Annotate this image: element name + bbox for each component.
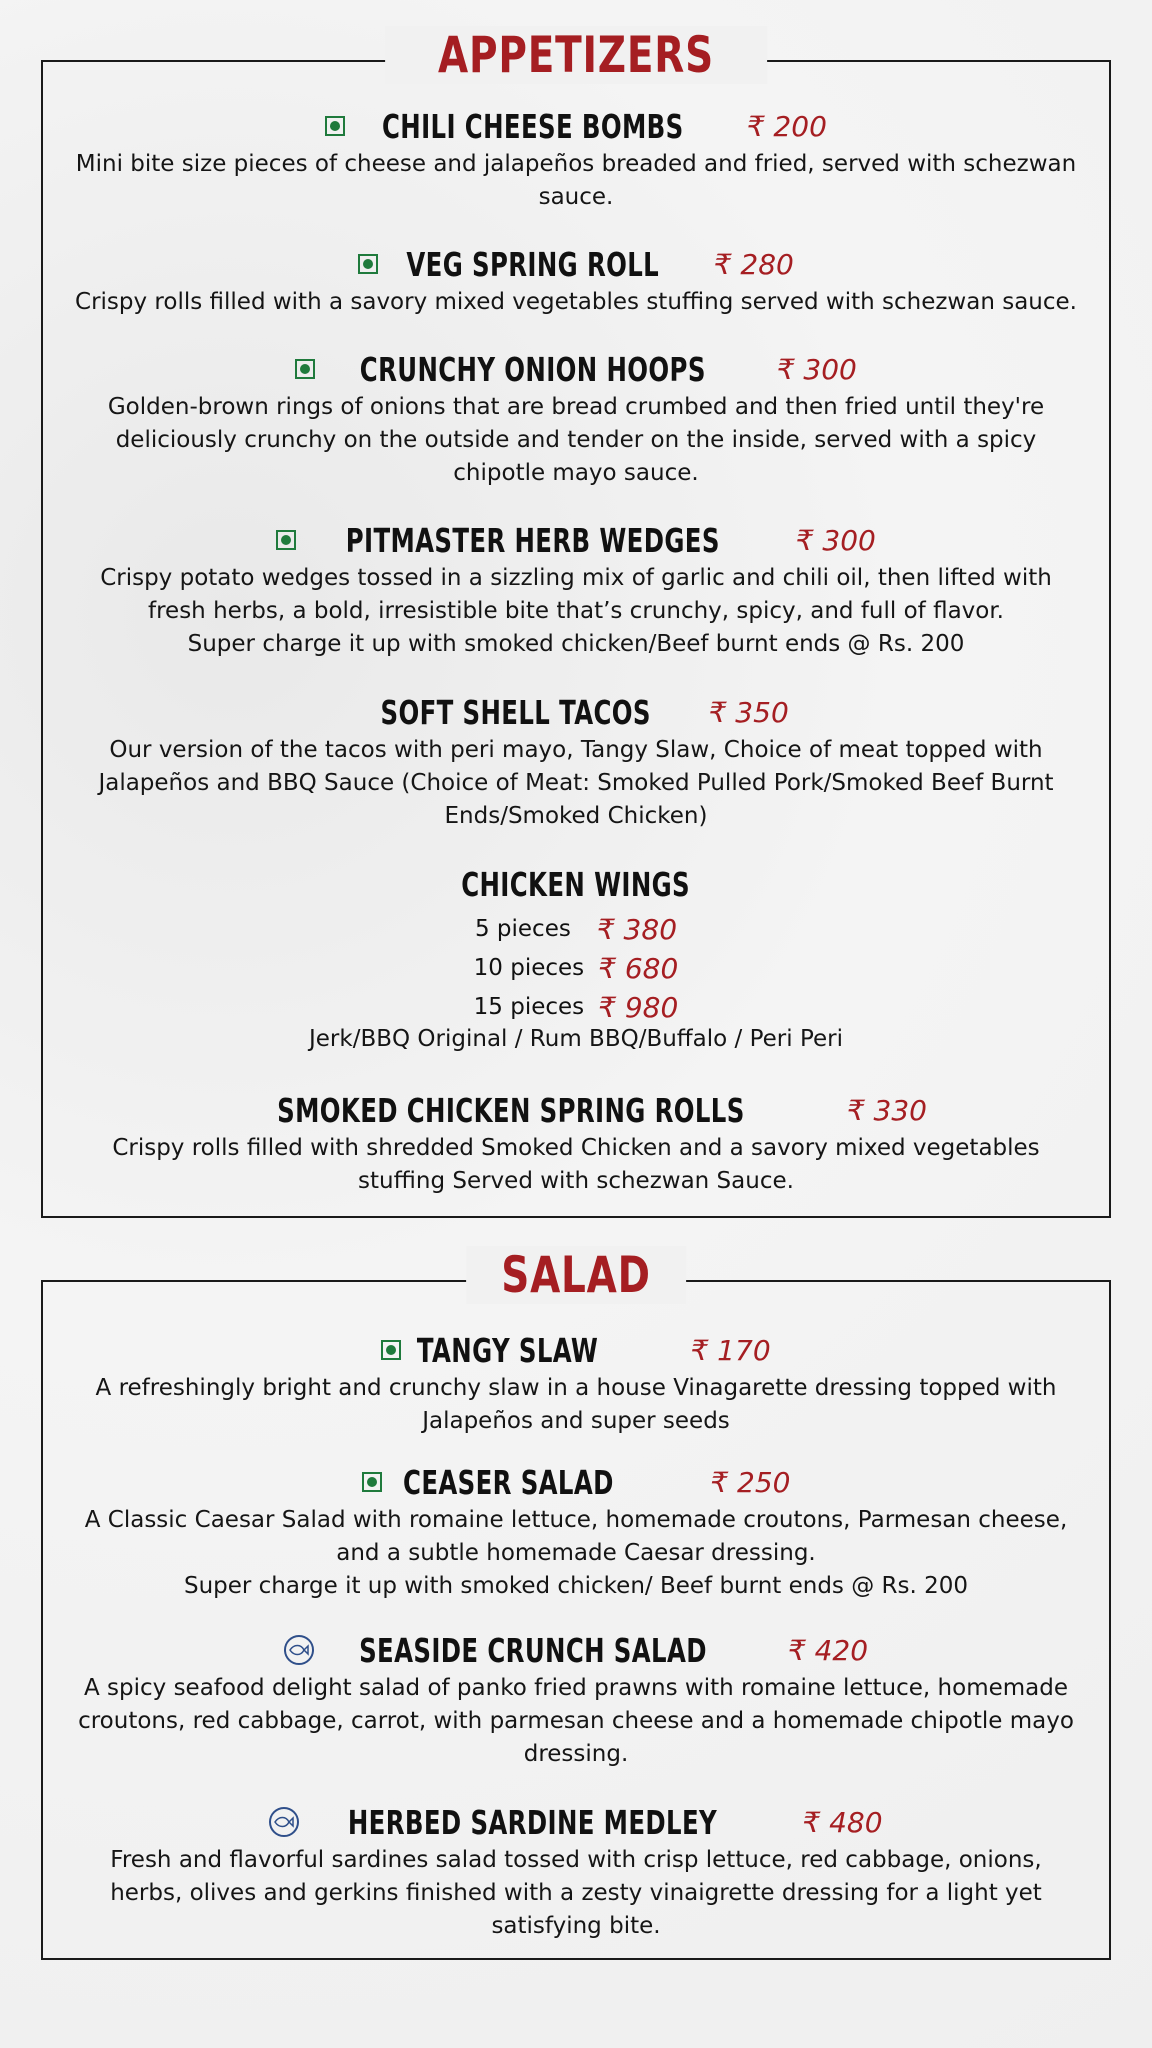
- wing-option: [43, 949, 1109, 988]
- item-price: ₹ 420: [787, 1633, 869, 1667]
- menu-item-herbed-sardine-medley: [43, 1802, 1109, 1943]
- item-description: Fresh and flavorful sardines salad tossed with crisp lettuce, red cabbage, onions, herbs, olives and gerkins finished with a zesty vinaigrette dressing for a light yet satisfying bite.: [110, 1847, 1042, 1939]
- item-upgrade-note: Super charge it up with smoked chicken/ Beef burnt ends @ Rs. 200: [183, 1573, 969, 1599]
- item-description: A refreshingly bright and crunchy slaw in a house Vinagarette dressing topped with Jalapeños and super seeds: [95, 1375, 1057, 1434]
- item-name: VEG SPRING ROLL: [406, 244, 660, 284]
- item-description: A spicy seafood delight salad of panko fried prawns with romaine lettuce, homemade croutons, red cabbage, carrot, with parmesan cheese and a homemade chipotle mayo dressing.: [78, 1675, 1074, 1767]
- item-price: ₹ 300: [795, 523, 876, 557]
- item-name: TANGY SLAW: [417, 1330, 599, 1370]
- veg-mark-icon: [325, 116, 345, 136]
- menu-item-veg-spring-roll: [43, 244, 1109, 319]
- item-name: SMOKED CHICKEN SPRING ROLLS: [277, 1090, 745, 1130]
- fish-icon: [269, 1807, 299, 1837]
- item-name: CHILI CHEESE BOMBS: [382, 106, 684, 146]
- wing-price: ₹ 680: [598, 952, 679, 985]
- item-price: ₹ 200: [746, 109, 827, 143]
- menu-item-tangy-slaw: [43, 1330, 1109, 1438]
- item-description: Mini bite size pieces of cheese and jalapeños breaded and fried, served with schezwan sauce.: [75, 151, 1077, 210]
- item-upgrade-note: Super charge it up with smoked chicken/Beef burnt ends @ Rs. 200: [187, 631, 965, 657]
- salad-title: SALAD: [466, 1246, 686, 1304]
- veg-mark-icon: [276, 530, 296, 550]
- wing-option: [43, 988, 1109, 1027]
- menu-item-smoked-chicken-spring-rolls: [43, 1090, 1109, 1198]
- item-description: Crispy rolls filled with a savory mixed vegetables stuffing served with schezwan sauce.: [75, 289, 1077, 315]
- item-description: A Classic Caesar Salad with romaine lettuce, homemade croutons, Parmesan cheese, and a subtle homemade Caesar dressing.: [84, 1507, 1068, 1566]
- item-price: ₹ 480: [802, 1805, 883, 1839]
- item-name: CRUNCHY ONION HOOPS: [359, 349, 706, 389]
- item-price: ₹ 280: [713, 247, 794, 281]
- item-name: CEASER SALAD: [402, 1462, 614, 1502]
- wing-price: ₹ 980: [598, 991, 679, 1024]
- wing-price: ₹ 380: [596, 913, 678, 946]
- menu-item-crunchy-onion-hoops: [43, 349, 1109, 490]
- menu-item-seaside-crunch-salad: [43, 1630, 1109, 1771]
- fish-icon: [284, 1635, 314, 1665]
- wing-qty: 5 pieces: [474, 916, 571, 942]
- salad-section: [41, 1246, 1111, 1960]
- item-name: SEASIDE CRUNCH SALAD: [359, 1630, 707, 1670]
- item-name: CHICKEN WINGS: [461, 864, 691, 904]
- item-name: SOFT SHELL TACOS: [380, 692, 652, 732]
- item-price: ₹ 300: [776, 352, 857, 386]
- wing-flavors: Jerk/BBQ Original / Rum BBQ/Buffalo / Peri Peri: [309, 1026, 843, 1052]
- appetizers-title: APPETIZERS: [385, 26, 767, 84]
- veg-mark-icon: [381, 1340, 401, 1360]
- item-price: ₹ 330: [846, 1093, 927, 1127]
- veg-mark-icon: [358, 254, 378, 274]
- item-price: ₹ 350: [708, 695, 789, 729]
- wing-qty: 15 pieces: [473, 994, 585, 1020]
- wing-qty: 10 pieces: [473, 955, 585, 981]
- item-description: Crispy potato wedges tossed in a sizzling mix of garlic and chili oil, then lifted with fresh herbs, a bold, irresistible bite that’s crunchy, spicy, and full of flavor.: [100, 565, 1052, 624]
- menu-item-soft-shell-tacos: [43, 692, 1109, 833]
- wing-option: [43, 910, 1109, 949]
- menu-item-chili-cheese-bombs: [43, 106, 1109, 214]
- item-description: Crispy rolls filled with shredded Smoked Chicken and a savory mixed vegetables stuffing Served with schezwan Sauce.: [112, 1135, 1040, 1194]
- item-price: ₹ 170: [690, 1333, 771, 1367]
- item-name: HERBED SARDINE MEDLEY: [348, 1802, 718, 1842]
- menu-item-chicken-wings: [43, 864, 1109, 1056]
- item-description: Golden-brown rings of onions that are bread crumbed and then fried until they're deliciously crunchy on the outside and tender on the inside, served with a spicy chipotle mayo sauce.: [107, 394, 1045, 486]
- menu-item-pitmaster-herb-wedges: [43, 520, 1109, 661]
- veg-mark-icon: [295, 359, 315, 379]
- menu-item-ceaser-salad: [43, 1462, 1109, 1603]
- item-price: ₹ 250: [710, 1465, 791, 1499]
- item-name: PITMASTER HERB WEDGES: [345, 520, 720, 560]
- item-description: Our version of the tacos with peri mayo, Tangy Slaw, Choice of meat topped with Jalapeños and BBQ Sauce (Choice of Meat: Smoked Pulled Pork/Smoked Beef Burnt Ends/Smoked Chicken): [98, 737, 1054, 829]
- appetizers-section: [41, 26, 1111, 1218]
- veg-mark-icon: [362, 1472, 382, 1492]
